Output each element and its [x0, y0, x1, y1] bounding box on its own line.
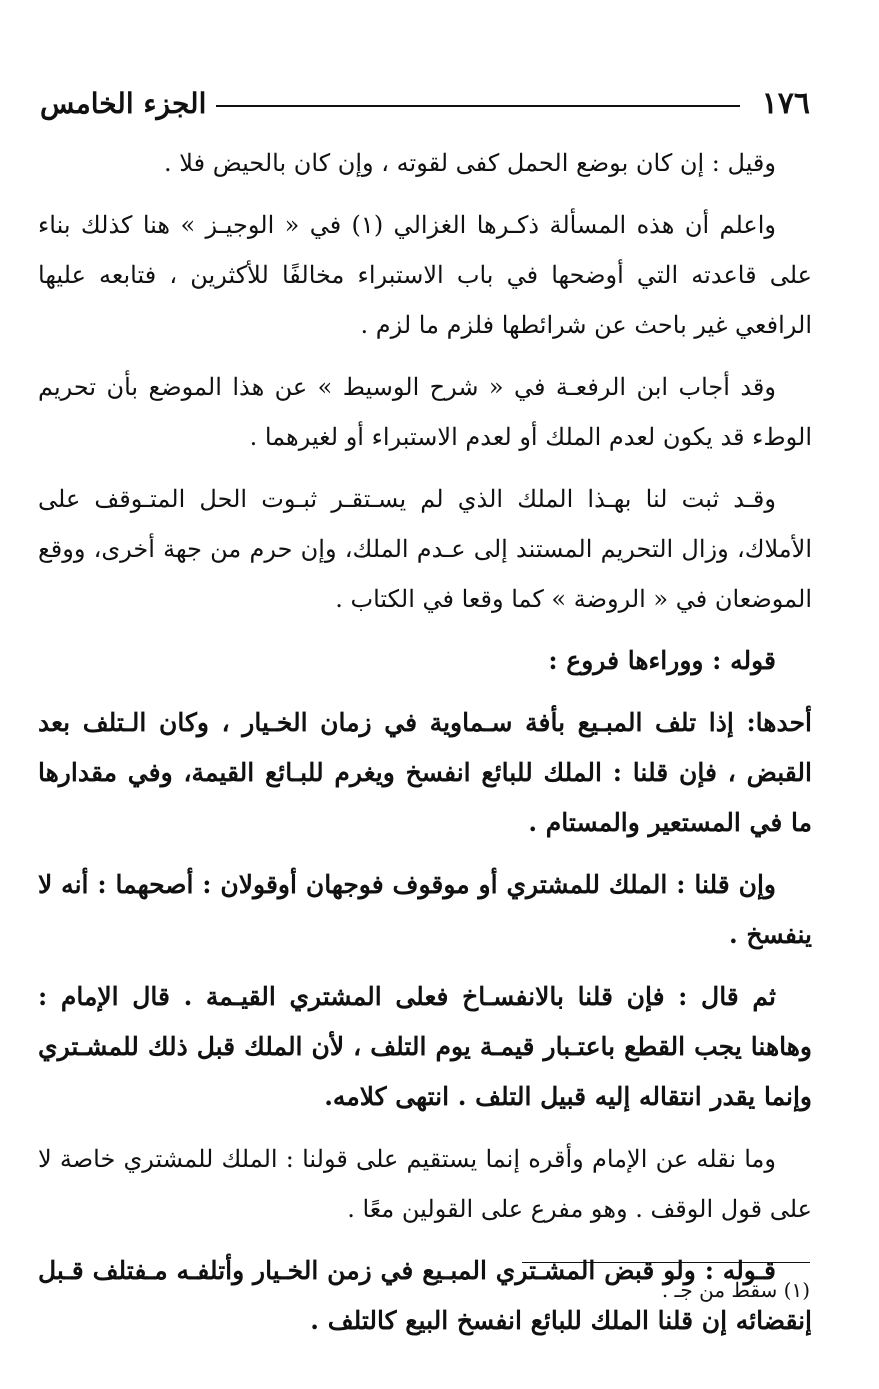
- footnote-rule: [522, 1262, 810, 1263]
- paragraph: قـوله : ولو قبض المشـتري المبـيع في زمن الخـيار وأتلفـه مـفتلف قـبل إنقضائه إن قلنا الملك للبائع انفسخ البيع كالتلف .: [38, 1256, 812, 1335]
- paragraph: وقيل : إن كان بوضع الحمل كفى لقوته ، وإن كان بالحيض فلا .: [164, 149, 776, 177]
- paragraph: وما نقله عن الإمام وأقره إنما يستقيم على قولنا : الملك للمشتري خاصة لا على قول الوقف . وهو مفرع على القولين معًا .: [38, 1145, 812, 1223]
- paragraph: قوله : ووراءها فروع :: [548, 646, 776, 675]
- body-text: [38, 138, 812, 1358]
- paragraph: أحدها: إذا تلف المبـيع بأفة سـماوية في زمان الخـيار ، وكان الـتلف بعد القبض ، فإن قلنا : الملك للبائع انفسخ ويغرم للبـائع القيمة، وفي مقدارها ما في المستعير والمستام .: [38, 708, 812, 837]
- page-number: ١٧٦: [761, 85, 810, 121]
- header-rule: [216, 105, 739, 107]
- paragraph: وقد أجاب ابن الرفعـة في « شرح الوسيط » عن هذا الموضع بأن تحريم الوطء قد يكون لعدم الملك أو لعدم الاستبراء أو لغيرهما .: [38, 373, 812, 451]
- page-header: [40, 78, 810, 128]
- footnote: (١) سقط من جـ .: [661, 1278, 810, 1302]
- paragraph: وإن قلنا : الملك للمشتري أو موقوف فوجهان أوقولان : أصحهما : أنه لا ينفسخ .: [38, 870, 812, 949]
- paragraph: واعلم أن هذه المسألة ذكـرها الغزالي (١) في « الوجيـز » هنا كذلك بناء على قاعدته التي أوضحها في باب الاستبراء مخالفًا للأكثرين ، فتابعه عليها الرافعي غير باحث عن شرائطها فلزم ما لزم .: [38, 211, 812, 339]
- part-title: الجزء الخامس: [40, 86, 207, 120]
- paragraph: وقـد ثبت لنا بهـذا الملك الذي لم يسـتقـر ثبـوت الحل المتـوقف على الأملاك، وزال التحريم المستند إلى عـدم الملك، وإن حرم من جهة أخرى، ووقع الموضعان في « الروضة » كما وقعا في الكتاب .: [38, 485, 812, 613]
- paragraph: ثم قال : فإن قلنا بالانفسـاخ فعلى المشتري القيـمة . قال الإمام : وهاهنا يجب القطع باعتـبار قيمـة يوم التلف ، لأن الملك قبل ذلك للمشـتري وإنما يقدر انتقاله إليه قبيل التلف . انتهى كلامه.: [38, 982, 812, 1111]
